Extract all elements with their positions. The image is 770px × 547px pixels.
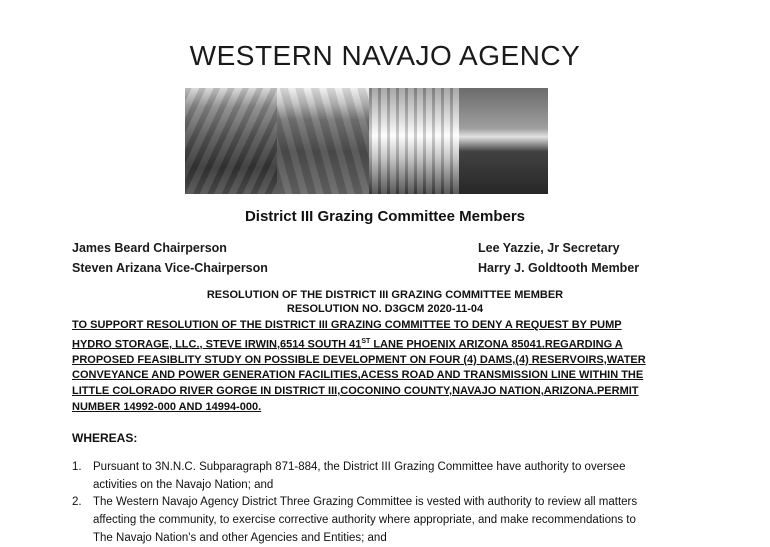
- landscape-photo-strip: [185, 88, 548, 194]
- resolution-description-part1: TO SUPPORT RESOLUTION OF THE DISTRICT III GRAZING COMMITTEE TO DENY A REQUEST BY PUMP HYDRO STORAGE, LLC., STEVE IRWIN,6514 SOUTH 41: [72, 319, 622, 351]
- whereas-heading: WHEREAS:: [72, 431, 138, 445]
- resolution-title: RESOLUTION OF THE DISTRICT III GRAZING COMMITTEE MEMBER: [206, 289, 564, 301]
- item-text: The Western Navajo Agency District Three Grazing Committee is vested with authority to review all matters affecting the community, to exercise corrective authority where appropriate, and make recommendations to The Navajo Nation's and other Agencies and Entities; and: [93, 496, 638, 544]
- canyon-photo-2: [277, 88, 369, 194]
- member-chairperson: James Beard Chairperson: [72, 241, 227, 255]
- member-vice-chairperson: Steven Arizana Vice-Chairperson: [72, 261, 268, 275]
- item-text: Pursuant to 3N.N.C. Subparagraph 871-884, the District III Grazing Committee have authority to oversee activities on the Navajo Nation; and: [93, 461, 626, 491]
- agency-title: WESTERN NAVAJO AGENCY: [189, 40, 581, 71]
- resolution-description-part2: LANE PHOENIX ARIZONA 85041.REGARDING A PROPOSED FEASIBLITY STUDY ON POSSIBLE DEVELOPMENT ON FOUR (4) DAMS,(4) RESERVOIRS,WATER CONVEYANCE AND POWER GENERATION FACILITIES,ACESS ROAD AND TRANSMISSION LINE WITHIN THE LITTLE COLORADO RIVER GORGE IN DISTRICT III,COCONINO COUNTY,NAVAJO NATION,ARIZONA.PERMIT NUMBER 14992-000 AND 14994-000.: [72, 338, 646, 413]
- hoodoo-rock-photo: [369, 88, 459, 194]
- resolution-description: [72, 318, 662, 415]
- member-member: Harry J. Goldtooth Member: [478, 261, 640, 275]
- mesa-horizon-photo: [459, 88, 548, 194]
- item-number: 2.: [72, 496, 82, 508]
- ordinal-superscript: ST: [361, 337, 371, 345]
- committee-title: District III Grazing Committee Members: [244, 208, 526, 225]
- item-number: 1.: [72, 461, 82, 473]
- canyon-photo-1: [185, 88, 277, 194]
- member-secretary: Lee Yazzie, Jr Secretary: [478, 241, 620, 255]
- resolution-number: RESOLUTION NO. D3GCM 2020-11-04: [286, 303, 484, 315]
